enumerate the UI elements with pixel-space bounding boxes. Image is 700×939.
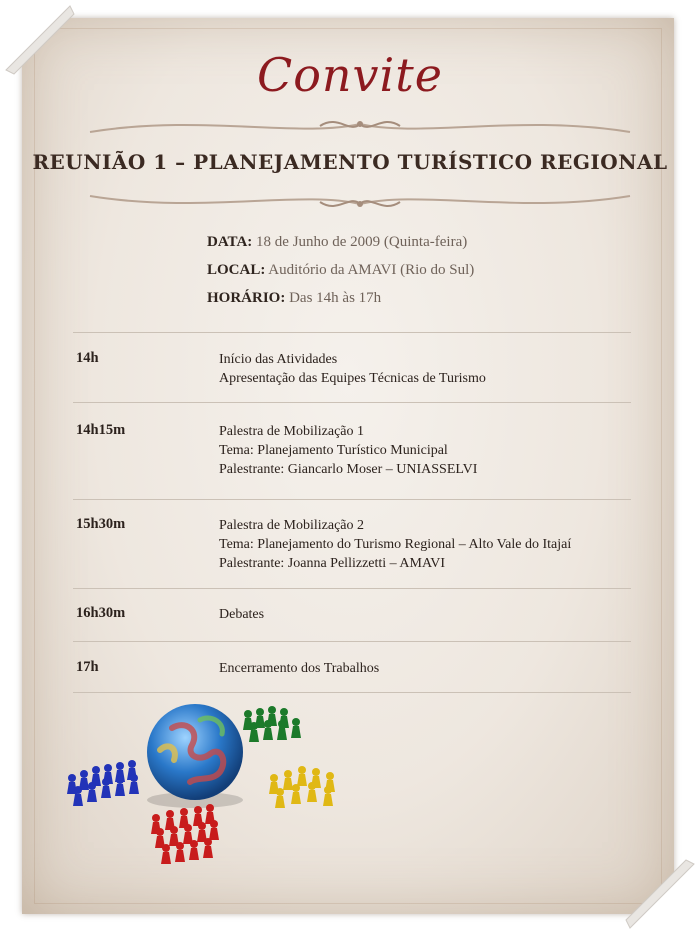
schedule-line: Palestrante: Giancarlo Moser – UNIASSELVI [219, 462, 478, 477]
globe-icon [147, 704, 243, 808]
schedule-table [73, 332, 631, 693]
green-pawns [243, 706, 301, 742]
schedule-line: Palestra de Mobilização 2 [219, 518, 365, 533]
time-label: HORÁRIO: [207, 290, 286, 306]
schedule-line: Tema: Planejamento Turístico Municipal [219, 443, 448, 458]
schedule-line: Debates [219, 607, 265, 622]
schedule-description [219, 605, 264, 624]
time-value: Das 14h às 17h [289, 290, 382, 306]
schedule-line: Palestrante: Joanna Pellizzetti – AMAVI [219, 556, 446, 571]
schedule-item [73, 642, 631, 692]
schedule-time: 17h [76, 659, 99, 675]
bottom-flourish-ornament [80, 186, 640, 216]
local-value: Auditório da AMAVI (Rio do Sul) [268, 262, 475, 278]
schedule-time: 14h15m [76, 422, 126, 438]
local-row [207, 256, 474, 284]
yellow-pawns [269, 766, 335, 808]
schedule-description [219, 422, 477, 479]
meeting-subtitle: REUNIÃO 1 – PLANEJAMENTO TURÍSTICO REGIONAL [32, 150, 668, 174]
globe-and-pawns-illustration [60, 690, 360, 880]
date-value: 18 de Junho de 2009 (Quinta-feira) [256, 234, 468, 250]
schedule-line: Início das Atividades [219, 352, 338, 367]
schedule-line: Encerramento dos Trabalhos [219, 661, 380, 676]
schedule-line: Apresentação das Equipes Técnicas de Turismo [219, 371, 486, 386]
schedule-time: 16h30m [76, 605, 126, 621]
schedule-item [73, 333, 631, 402]
schedule-line: Palestra de Mobilização 1 [219, 424, 365, 439]
schedule-item [73, 500, 631, 588]
schedule-item [73, 403, 631, 499]
schedule-description [219, 659, 379, 678]
schedule-time: 14h [76, 350, 99, 366]
time-row [207, 284, 474, 312]
schedule-item [73, 589, 631, 641]
schedule-line: Tema: Planejamento do Turismo Regional – Alto Vale do Itajaí [219, 537, 572, 552]
schedule-description [219, 516, 571, 573]
invitation-title: Convite [257, 48, 443, 102]
red-pawns [151, 804, 219, 864]
top-flourish-ornament [80, 112, 640, 142]
local-label: LOCAL: [207, 262, 266, 278]
schedule-time: 15h30m [76, 516, 126, 532]
torn-corner-bottom-right [610, 844, 700, 934]
date-label: DATA: [207, 234, 253, 250]
date-row [207, 228, 474, 256]
schedule-description [219, 350, 486, 388]
blue-pawns [67, 760, 139, 806]
event-info [207, 228, 474, 312]
